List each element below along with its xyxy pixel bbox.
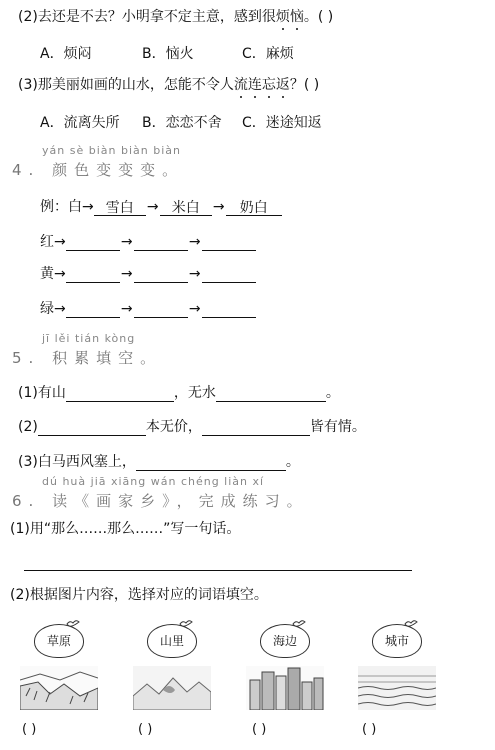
blank[interactable]	[134, 236, 188, 251]
blank[interactable]	[134, 268, 188, 283]
row-label: 绿→	[40, 301, 66, 317]
picture-label: 海边	[260, 624, 310, 658]
row-label: 红→	[40, 234, 66, 250]
dotted-char: 恼	[289, 9, 304, 25]
arrow: →	[188, 266, 201, 282]
dotted-char: 流	[233, 77, 248, 93]
blank[interactable]	[136, 456, 286, 471]
dotted-char: 烦	[275, 9, 290, 25]
text: (1)有山	[18, 385, 66, 401]
text: (3)白马西风塞上，	[18, 454, 136, 470]
arrow: →	[120, 266, 133, 282]
example-row	[40, 198, 282, 216]
dotted-char: 忘	[261, 77, 276, 93]
option-c[interactable]: C．麻烦	[242, 46, 294, 62]
picture-mountain	[133, 618, 211, 714]
picture-city	[358, 618, 436, 714]
blank[interactable]	[38, 421, 146, 436]
picture-seaside	[246, 618, 324, 714]
blank[interactable]	[202, 303, 256, 318]
picture-label: 山里	[147, 624, 197, 658]
text: 本无价，	[145, 419, 202, 435]
answer-paren[interactable]: 。( )	[303, 9, 334, 25]
blank[interactable]	[202, 268, 256, 283]
question-2	[18, 8, 333, 26]
row-label: 黄→	[40, 266, 66, 282]
question-6-2: (2)根据图片内容，选择对应的词语填空。	[10, 587, 268, 603]
blank[interactable]	[202, 236, 256, 251]
fill-line-1	[18, 384, 340, 402]
blank[interactable]	[216, 387, 326, 402]
option-b[interactable]: B．恋恋不舍	[142, 115, 222, 131]
text: 皆有情。	[309, 419, 366, 435]
city-image	[358, 666, 436, 710]
answer-paren-2[interactable]: ( )	[138, 722, 153, 737]
text: 。	[285, 454, 300, 470]
mountain-image	[133, 666, 211, 710]
section-5-title: 5. 积累填空。	[12, 349, 163, 367]
blank[interactable]	[202, 421, 310, 436]
answer-paren-4[interactable]: ( )	[362, 722, 377, 737]
text: (2)	[18, 419, 38, 435]
blank[interactable]	[66, 236, 120, 251]
question-6-1: (1)用“那么……那么……”写一句话。	[10, 521, 241, 537]
answer-line[interactable]	[24, 570, 412, 571]
seaside-image	[246, 666, 324, 710]
section-5-pinyin: jī lěi tián kòng	[42, 332, 136, 345]
example-label: 例：白→	[40, 199, 94, 215]
arrow: →	[188, 301, 201, 317]
arrow: →	[120, 301, 133, 317]
option-a[interactable]: A．流离失所	[40, 115, 120, 131]
text: ，无水	[173, 385, 216, 401]
arrow: →	[120, 234, 133, 250]
picture-grassland	[20, 618, 98, 714]
section-4-pinyin: yán sè biàn biàn biàn	[42, 144, 181, 157]
dotted-char: 返	[275, 77, 290, 93]
grassland-image	[20, 666, 98, 710]
example-answer: 雪白	[94, 199, 146, 216]
blank[interactable]	[134, 303, 188, 318]
question-number: (2)	[18, 9, 38, 25]
section-6-pinyin: dú huà jiā xiāng wán chéng liàn xí	[42, 475, 265, 488]
arrow: →	[188, 234, 201, 250]
fill-line-3	[18, 453, 300, 471]
answer-paren-1[interactable]: ( )	[22, 722, 37, 737]
picture-label: 城市	[372, 624, 422, 658]
option-c[interactable]: C．迷途知返	[242, 115, 322, 131]
question-text: 那美丽如画的山水，怎能不令人	[37, 77, 234, 93]
question-number: (3)	[18, 77, 38, 93]
answer-paren[interactable]: ？( )	[289, 77, 320, 93]
example-answer: 奶白	[226, 199, 282, 216]
text: 。	[325, 385, 340, 401]
arrow: →	[212, 199, 225, 215]
question-3	[18, 76, 319, 94]
option-a[interactable]: A．烦闷	[40, 46, 92, 62]
question-text: 去还是不去？小明拿不定主意，感到很	[37, 9, 276, 25]
color-row-yellow	[40, 265, 256, 283]
answer-paren-3[interactable]: ( )	[252, 722, 267, 737]
picture-label: 草原	[34, 624, 84, 658]
dotted-char: 连	[247, 77, 262, 93]
arrow: →	[146, 199, 159, 215]
section-6-title: 6. 读《画家乡》，完成练习。	[12, 492, 309, 510]
color-row-green	[40, 300, 256, 318]
color-row-red	[40, 233, 256, 251]
blank[interactable]	[66, 303, 120, 318]
option-b[interactable]: B．恼火	[142, 46, 194, 62]
example-answer: 米白	[160, 199, 212, 216]
section-4-title: 4. 颜色变变变。	[12, 161, 185, 179]
fill-line-2	[18, 418, 366, 436]
blank[interactable]	[66, 387, 174, 402]
blank[interactable]	[66, 268, 120, 283]
